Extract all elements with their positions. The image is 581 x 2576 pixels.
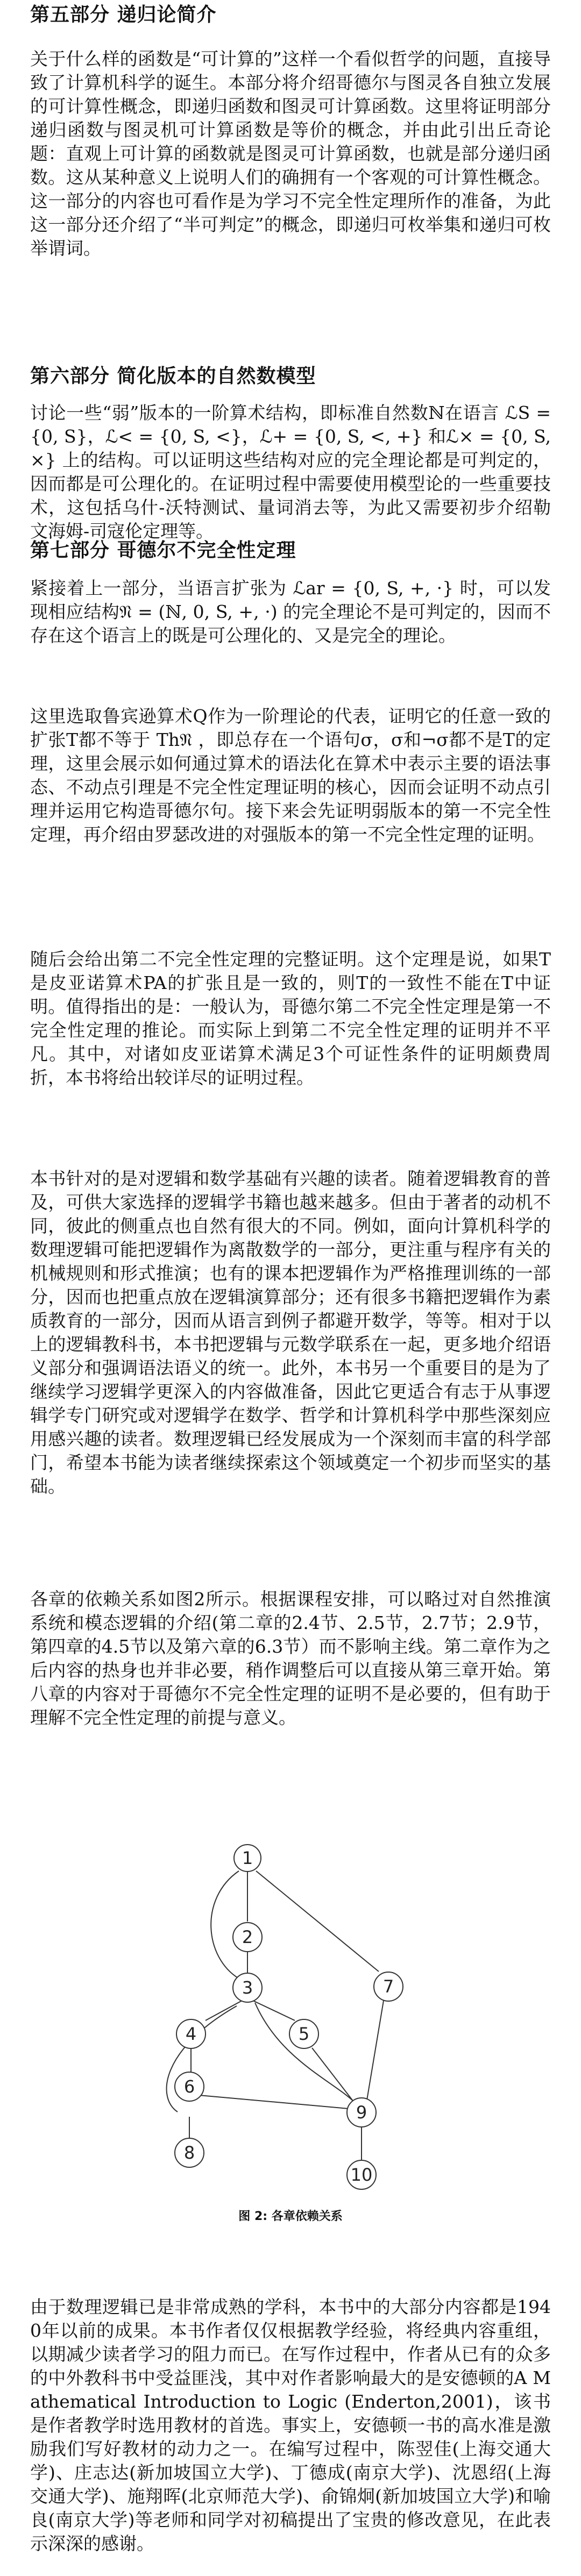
graph-node-1 <box>234 1845 261 1871</box>
graph-node-7 <box>374 1972 403 2001</box>
svg-text:4: 4 <box>185 2024 197 2044</box>
paragraph-part5: 关于什么样的函数是“可计算的”这样一个看似哲学的问题，直接导致了计算机科学的诞生。本部分将介绍哥德尔与图灵各自独立发展的可计算性概念，即递归函数和图灵可计算函数。这里将证明部分递归函数与图灵机可计算函数是等价的概念，并由此引出丘奇论题：直观上可计算的函数就是图灵可计算函数，也就是部分递归函数。这从某种意义上说明人们的确拥有一个客观的可计算性概念。这一部分的内容也可看作是为学习不完全性定理所作的准备，为此这一部分还介绍了“半可判定”的概念，即递归可枚举集和递归可枚举谓词。 <box>30 48 551 259</box>
svg-text:6: 6 <box>183 2076 195 2097</box>
graph-node-6 <box>175 2072 204 2101</box>
graph-node-3 <box>233 1973 262 2002</box>
paragraph-part7-5: 各章的依赖关系如图2所示。根据课程安排，可以略过对自然推演系统和模态逻辑的介绍(第二章的2.4节、2.5节，2.7节；2.9节，第四章的4.5节以及第六章的6.3节）而不影响主线。第二章作为之后内容的热身也并非必要，稍作调整后可以直接从第三章开始。第八章的内容对于哥德尔不完全性定理的证明不是必要的，但有助于理解不完全性定理的前提与意义。 <box>30 1589 551 1728</box>
section-heading-part7: 第七部分 哥德尔不完全性定理 <box>30 539 296 561</box>
svg-text:3: 3 <box>242 1977 253 1998</box>
paragraph-closing: 由于数理逻辑已是非常成熟的学科，本书中的大部分内容都是1940年以前的成果。本书作者仅仅根据教学经验，将经典内容重组，以期减少读者学习的阻力而已。在写作过程中，作者从已有的众多的中外教科书中受益匪浅，其中对作者影响最大的是安德顿的A Mathematical Introduction to Logic (Enderton,2001)，该书是作者教学时选用教材的首选。事实上，安德顿一书的高水准是激励我们写好教材的动力之一。在编写过程中，陈翌佳(上海交通大学)、庄志达(新加坡国立大学)、丁德成(南京大学)、沈恩绍(上海交通大学)、施翔晖(北京师范大学)、俞锦炯(新加坡国立大学)和喻良(南京大学)等老师和同学对初稿提出了宝贵的修改意见，在此表示深深的感谢。 <box>30 2296 551 2554</box>
graph-node-8 <box>175 2138 204 2167</box>
graph-node-2 <box>233 1923 262 1952</box>
figure-caption: 图 2: 各章依赖关系 <box>238 2210 343 2223</box>
graph-node-10 <box>347 2160 376 2189</box>
paragraph-part7-2: 这里选取鲁宾逊算术Q作为一阶理论的代表，证明它的任意一致的扩张T都不等于 Th𝔑 ，即总存在一个语句σ，σ和¬σ都不是T的定理，这里会展示如何通过算术的语法化在算术中表示主要的语法事态、不动点引理是不完全性定理证明的核心，因而会证明不动点引理并运用它构造哥德尔句。接下来会先证明弱版本的第一不完全性定理，再介绍由罗瑟改进的对强版本的第一不完全性定理的证明。 <box>30 706 551 845</box>
section-heading-part5: 第五部分 递归论简介 <box>30 4 217 26</box>
graph-nodes <box>175 1845 403 2189</box>
svg-text:8: 8 <box>183 2143 195 2163</box>
paragraph-part6: 讨论一些“弱”版本的一阶算术结构，即标准自然数ℕ在语言 ℒS = {0, S}，ℒ< = {0, S, <}，ℒ+ = {0, S, <, +} 和ℒ× = {0, S, ×} 上的结构。可以证明这些结构对应的完全理论都是可判定的，因而都是可公理化的。在证明过程中需要使用模型论的一些重要技术，这包括乌什-沃特测试、量词消去等，为此又需要初步介绍勒文海姆-司寇伦定理等。 <box>30 402 551 542</box>
graph-node-4 <box>176 2019 206 2048</box>
svg-text:7: 7 <box>382 1976 394 1997</box>
chapter-dependency-graph <box>0 1845 581 2185</box>
paragraph-part7-4: 本书针对的是对逻辑和数学基础有兴趣的读者。随着逻辑教育的普及，可供大家选择的逻辑学书籍也越来越多。但由于著者的动机不同，彼此的侧重点也自然有很大的不同。例如，面向计算机科学的数理逻辑可能把逻辑作为离散数学的一部分，更注重与程序有关的机械规则和形式推演；也有的课本把逻辑作为严格推理训练的一部分，因而也把重点放在逻辑演算部分；还有很多书籍把逻辑作为素质教育的一部分，因而从语言到例子都避开数学，等等。相对于以上的逻辑教科书，本书把逻辑与元数学联系在一起，更多地介绍语义部分和强调语法语义的统一。此外，本书另一个重要目的是为了继续学习逻辑学更深入的内容做准备，因此它更适合有志于从事逻辑学专门研究或对逻辑学在数学、哲学和计算机科学中那些深刻应用感兴趣的读者。数理逻辑已经发展成为一个深刻而丰富的科学部门，希望本书能为读者继续探索这个领域奠定一个初步而坚实的基础。 <box>30 1168 551 1497</box>
svg-text:2: 2 <box>242 1927 253 1947</box>
svg-text:5: 5 <box>298 2024 310 2044</box>
section-heading-part6: 第六部分 简化版本的自然数模型 <box>30 365 316 387</box>
svg-text:9: 9 <box>356 2102 367 2123</box>
svg-text:10: 10 <box>350 2165 373 2185</box>
graph-node-5 <box>289 2019 318 2048</box>
graph-node-9 <box>347 2098 376 2127</box>
paragraph-part7-1: 紧接着上一部分，当语言扩张为 ℒar = {0, S, +, ·} 时，可以发现相应结构𝔑 = (ℕ, 0, S, +, ·) 的完全理论不是可判定的，因而不存在这个语言上的既是可公理化的、又是完全的理论。 <box>30 578 551 646</box>
paragraph-part7-3: 随后会给出第二不完全性定理的完整证明。这个定理是说，如果T是皮亚诺算术PA的扩张且是一致的，则T的一致性不能在T中证明。值得指出的是：一般认为，哥德尔第二不完全性定理是第一不完全性定理的推论。而实际上到第二不完全性定理的证明并不平凡。其中，对诸如皮亚诺算术满足3个可证性条件的证明颇费周折，本书将给出较详尽的证明过程。 <box>30 949 551 1088</box>
svg-text:1: 1 <box>242 1848 253 1868</box>
